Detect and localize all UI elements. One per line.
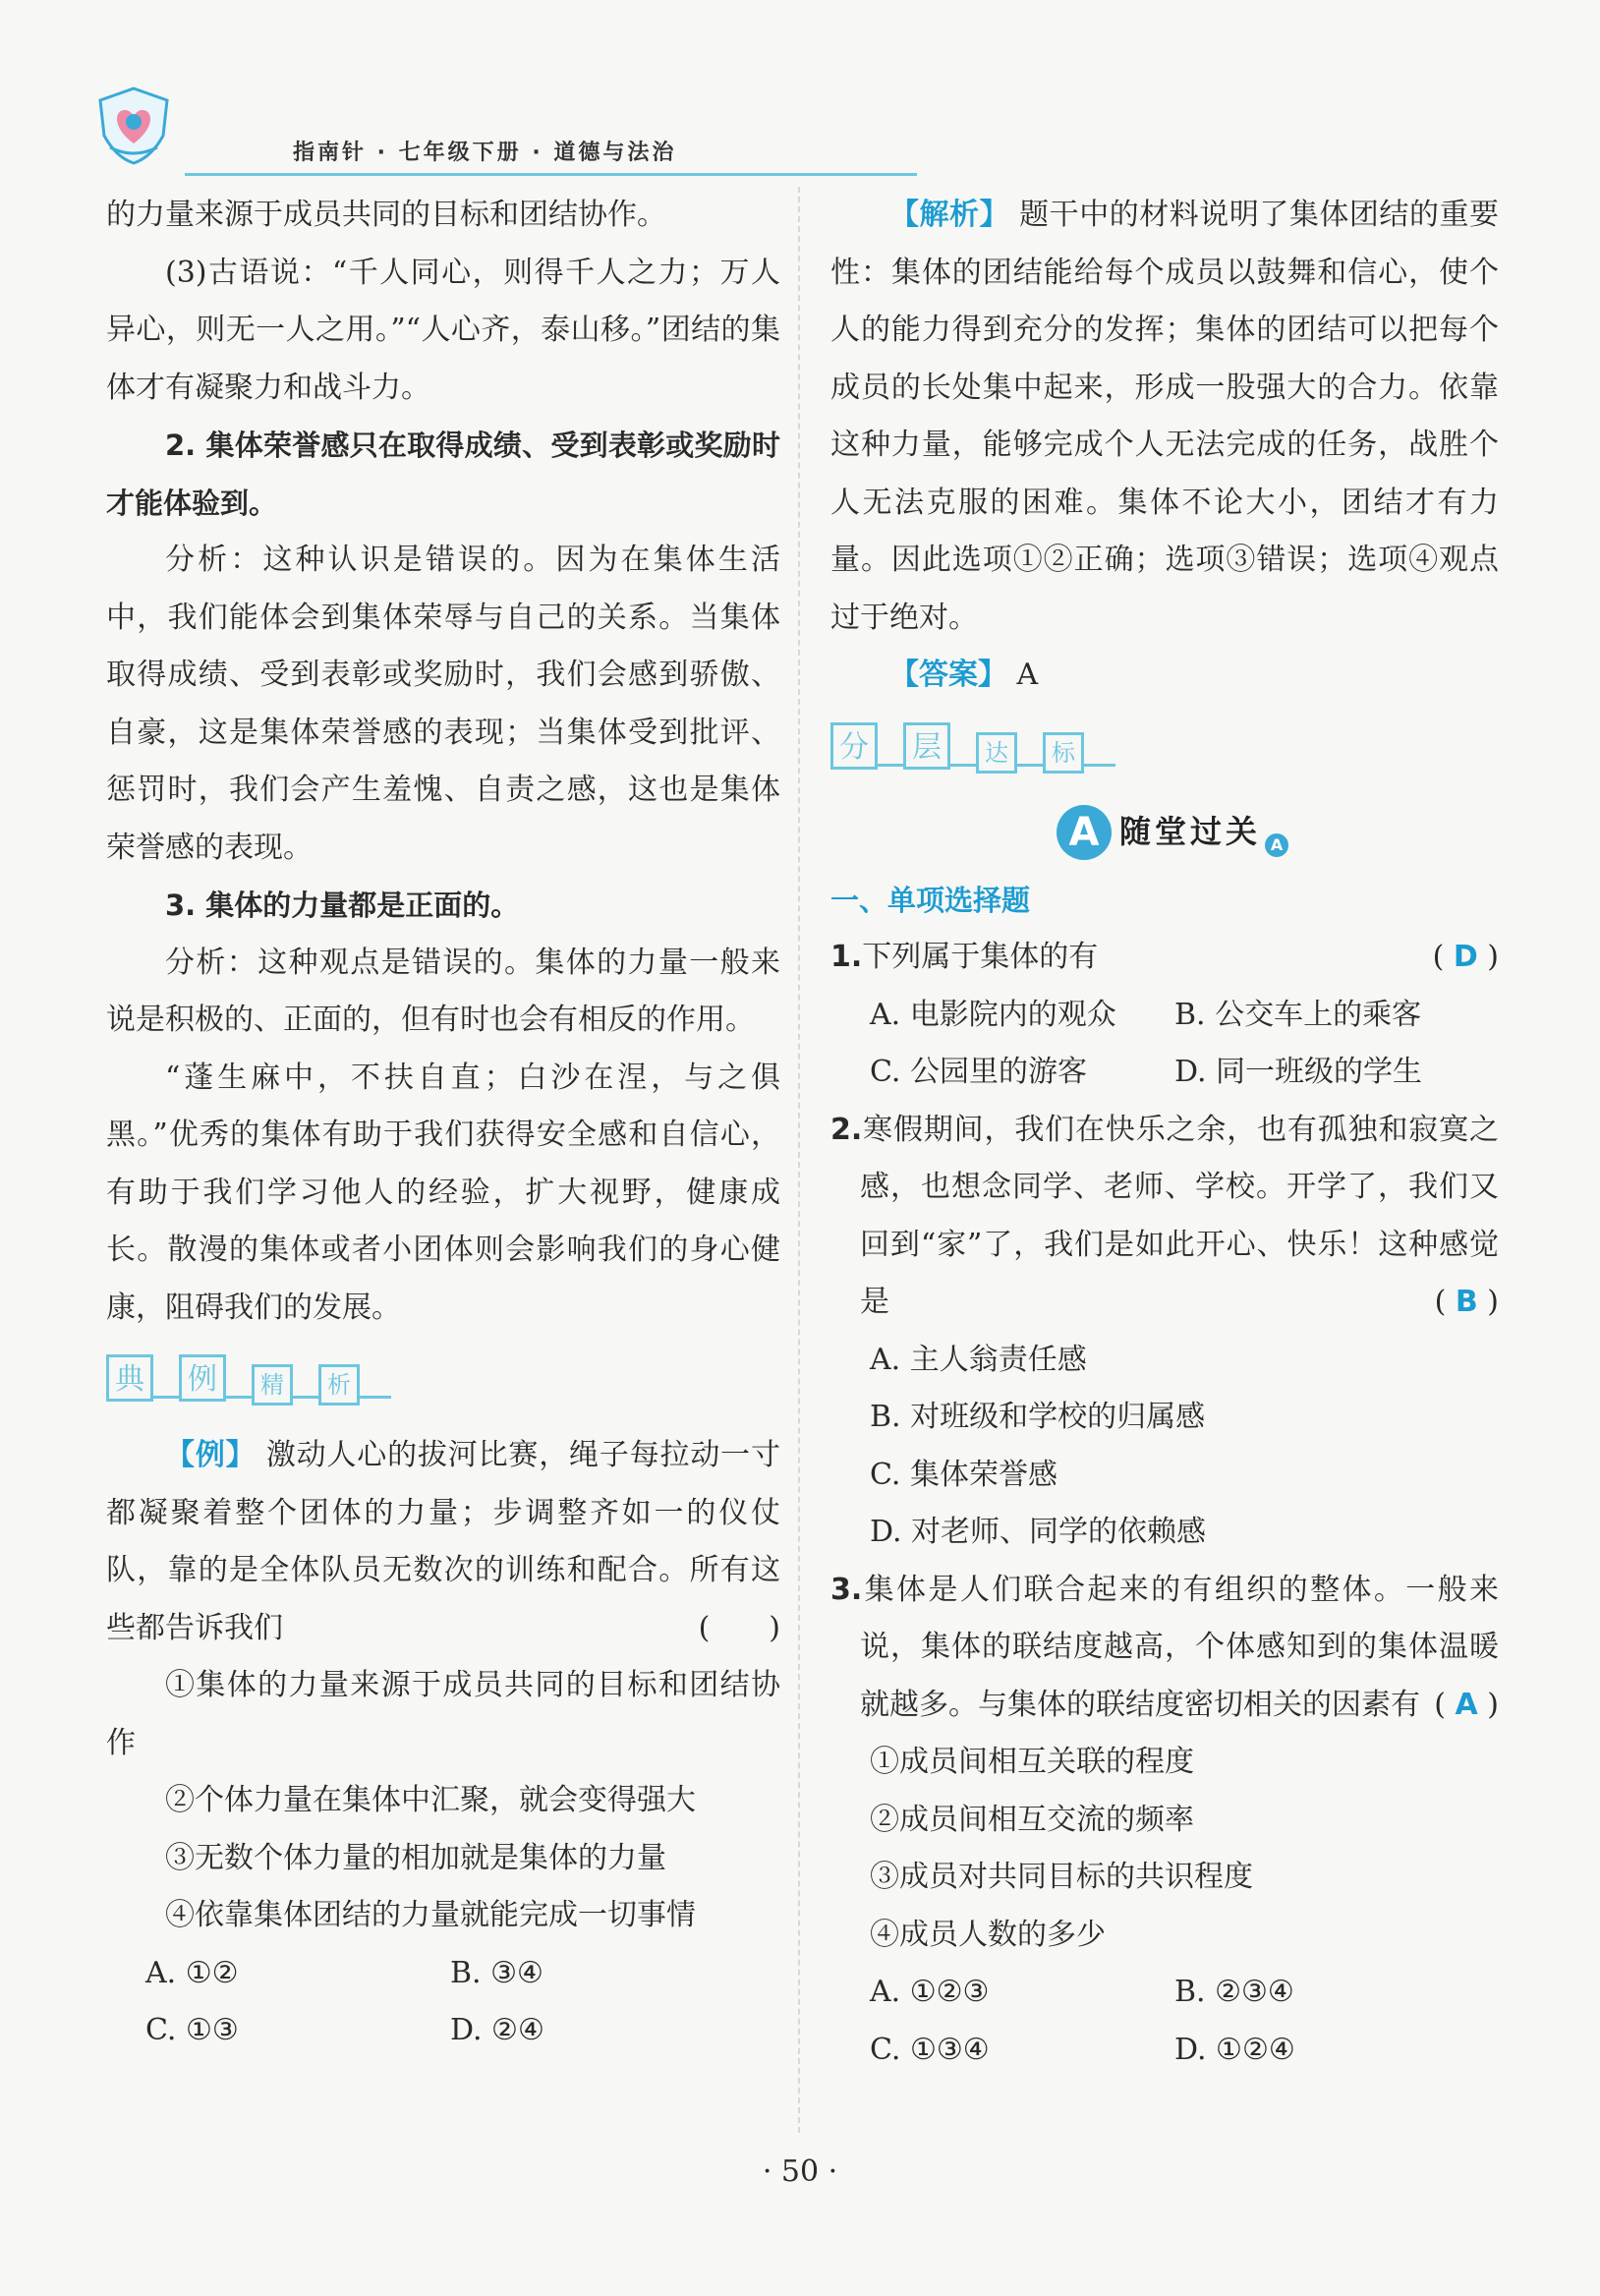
- paragraph: “蓬生麻中，不扶自直；白沙在涅，与之俱黑。”优秀的集体有助于我们获得安全感和自信心，有助于我们学习他人的经验，扩大视野，健康成长。散漫的集体或者小团体则会影响我们的身心健康，阻碍我们的发展。: [106, 1060, 780, 1325]
- options-row: [830, 1044, 1499, 1102]
- option: D. ②④: [450, 2013, 544, 2047]
- option: B. ③④: [450, 1955, 543, 1990]
- paragraph: (3)古语说：“千人同心，则得千人之力；万人异心，则无一人之用。”“人心齐，泰山移。”团结的集体才有凝聚力和战斗力。: [106, 255, 780, 405]
- statement: ③成员对共同目标的共识程度: [870, 1860, 1253, 1894]
- explanation-text: 题干中的材料说明了集体团结的重要性：集体的团结能给每个成员以鼓舞和信心，使个人的能力得到充分的发挥；集体的团结可以把每个成员的长处集中起来，形成一股强大的合力。依靠这种力量，能够完成个人无法完成的任务，战胜个人无法克服的困难。集体不论大小，团结才有力量。因此选项①②正确；选项③错误；选项④观点过于绝对。: [830, 198, 1499, 635]
- banner-char: 分: [830, 722, 878, 770]
- option: D. ①②④: [1174, 2032, 1295, 2067]
- banner-char: 标: [1043, 732, 1084, 774]
- statement: ②成员间相互交流的频率: [870, 1802, 1194, 1837]
- option: B. 公交车上的乘客: [1174, 997, 1422, 1032]
- paragraph: 的力量来源于成员共同的目标和团结协作。: [106, 198, 666, 232]
- answer-bracket: ( D ): [1432, 940, 1499, 974]
- analysis-paragraph: 分析：这种认识是错误的。因为在集体生活中，我们能体会到集体荣辱与自己的关系。当集体取得成绩、受到表彰或奖励时，我们会感到骄傲、自豪，这是集体荣誉感的表现；当集体受到批评、惩罚时，我们会产生羞愧、自责之感，这也是集体荣誉感的表现。: [106, 543, 780, 865]
- option: C. 公园里的游客: [870, 1055, 1087, 1089]
- banner-char: 例: [179, 1354, 226, 1402]
- level-text: 随堂过关: [1119, 813, 1262, 851]
- explanation: [830, 187, 1499, 647]
- answer-line: [830, 647, 1499, 705]
- question-1: 1.下列属于集体的有 ( D ): [830, 929, 1499, 987]
- statement: ①成员间相互关联的程度: [870, 1745, 1194, 1779]
- banner-char: 精: [252, 1364, 293, 1406]
- column-divider: [798, 187, 800, 2133]
- answer-value: A: [1016, 658, 1039, 692]
- point-heading: 3. 集体的力量都是正面的。: [165, 889, 520, 922]
- option: C. ①③: [145, 2013, 239, 2047]
- header-rule: [185, 173, 917, 176]
- statement: ①集体的力量来源于成员共同的目标和团结协作: [106, 1668, 780, 1760]
- question-3: 3.集体是人们联合起来的有组织的整体。一般来说，集体的联结度越高，个体感知到的集体温暖就越多。与集体的联结度密切相关的因素有 ( A ): [830, 1562, 1499, 1735]
- option: A. 主人翁责任感: [870, 1342, 1087, 1377]
- option: A. ①②③: [870, 1975, 990, 2009]
- statement: ③无数个体力量的相加就是集体的力量: [165, 1840, 666, 1875]
- level-title: [830, 795, 1499, 872]
- option: D. 对老师、同学的依赖感: [870, 1515, 1207, 1549]
- answer-blank: ( ): [698, 1610, 780, 1645]
- option: B. ②③④: [1174, 1975, 1294, 2009]
- right-column: [830, 187, 1499, 2079]
- page-header: [86, 79, 843, 177]
- explanation-tag: 【解析】: [889, 198, 1010, 232]
- option: D. 同一班级的学生: [1174, 1055, 1423, 1089]
- option: C. ①③④: [870, 2032, 990, 2067]
- options-row: [830, 987, 1499, 1045]
- options-row: [830, 2022, 1499, 2080]
- section-heading: 一、单项选择题: [830, 883, 1031, 917]
- answer-bracket: ( B ): [1434, 1285, 1499, 1319]
- example-question: [106, 1427, 780, 1657]
- example-stem: 激动人心的拔河比赛，绳子每拉动一寸都凝聚着整个团体的力量；步调整齐如一的仪仗队，靠的是全体队员无数次的训练和配合。所有这些都告诉我们: [106, 1438, 780, 1645]
- banner-char: 典: [106, 1354, 153, 1402]
- answer-tag: 【答案】: [889, 658, 1007, 692]
- statement: ②个体力量在集体中汇聚，就会变得强大: [165, 1783, 696, 1817]
- page-number: · 50 ·: [762, 2154, 838, 2189]
- banner-char: 达: [976, 732, 1017, 774]
- option: A. ①②: [145, 1955, 239, 1990]
- options-row: [106, 2002, 780, 2060]
- statement: ④依靠集体团结的力量就能完成一切事情: [165, 1898, 696, 1932]
- analysis-paragraph: 分析：这种观点是错误的。集体的力量一般来说是积极的、正面的，但有时也会有相反的作用。: [106, 945, 780, 1037]
- option: A. 电影院内的观众: [870, 997, 1116, 1032]
- answer-bracket: ( A ): [1434, 1687, 1499, 1722]
- section-banner-layered-goals: [830, 711, 1499, 789]
- section-banner-typical-examples: [106, 1343, 780, 1421]
- header-title: 指南针 · 七年级下册 · 道德与法治: [293, 141, 677, 165]
- left-column: [106, 187, 780, 2060]
- statement: ④成员人数的多少: [870, 1917, 1106, 1952]
- level-badge-icon: A: [1057, 805, 1112, 860]
- banner-char: 析: [318, 1364, 360, 1406]
- option: C. 集体荣誉感: [870, 1457, 1057, 1492]
- question-2: 2.寒假期间，我们在快乐之余，也有孤独和寂寞之感，也想念同学、老师、学校。开学了，我们又回到“家”了，我们是如此开心、快乐！这种感觉是 ( B ): [830, 1102, 1499, 1332]
- option: B. 对班级和学校的归属感: [870, 1400, 1206, 1434]
- options-row: [830, 1964, 1499, 2022]
- example-tag: 【例】: [165, 1438, 257, 1472]
- level-badge-small-icon: A: [1265, 833, 1288, 857]
- banner-char: 层: [903, 722, 950, 770]
- point-heading: 2. 集体荣誉感只在取得成绩、受到表彰或奖励时才能体验到。: [106, 429, 780, 520]
- options-row: [106, 1945, 780, 2003]
- shield-heart-logo-icon: [92, 85, 175, 167]
